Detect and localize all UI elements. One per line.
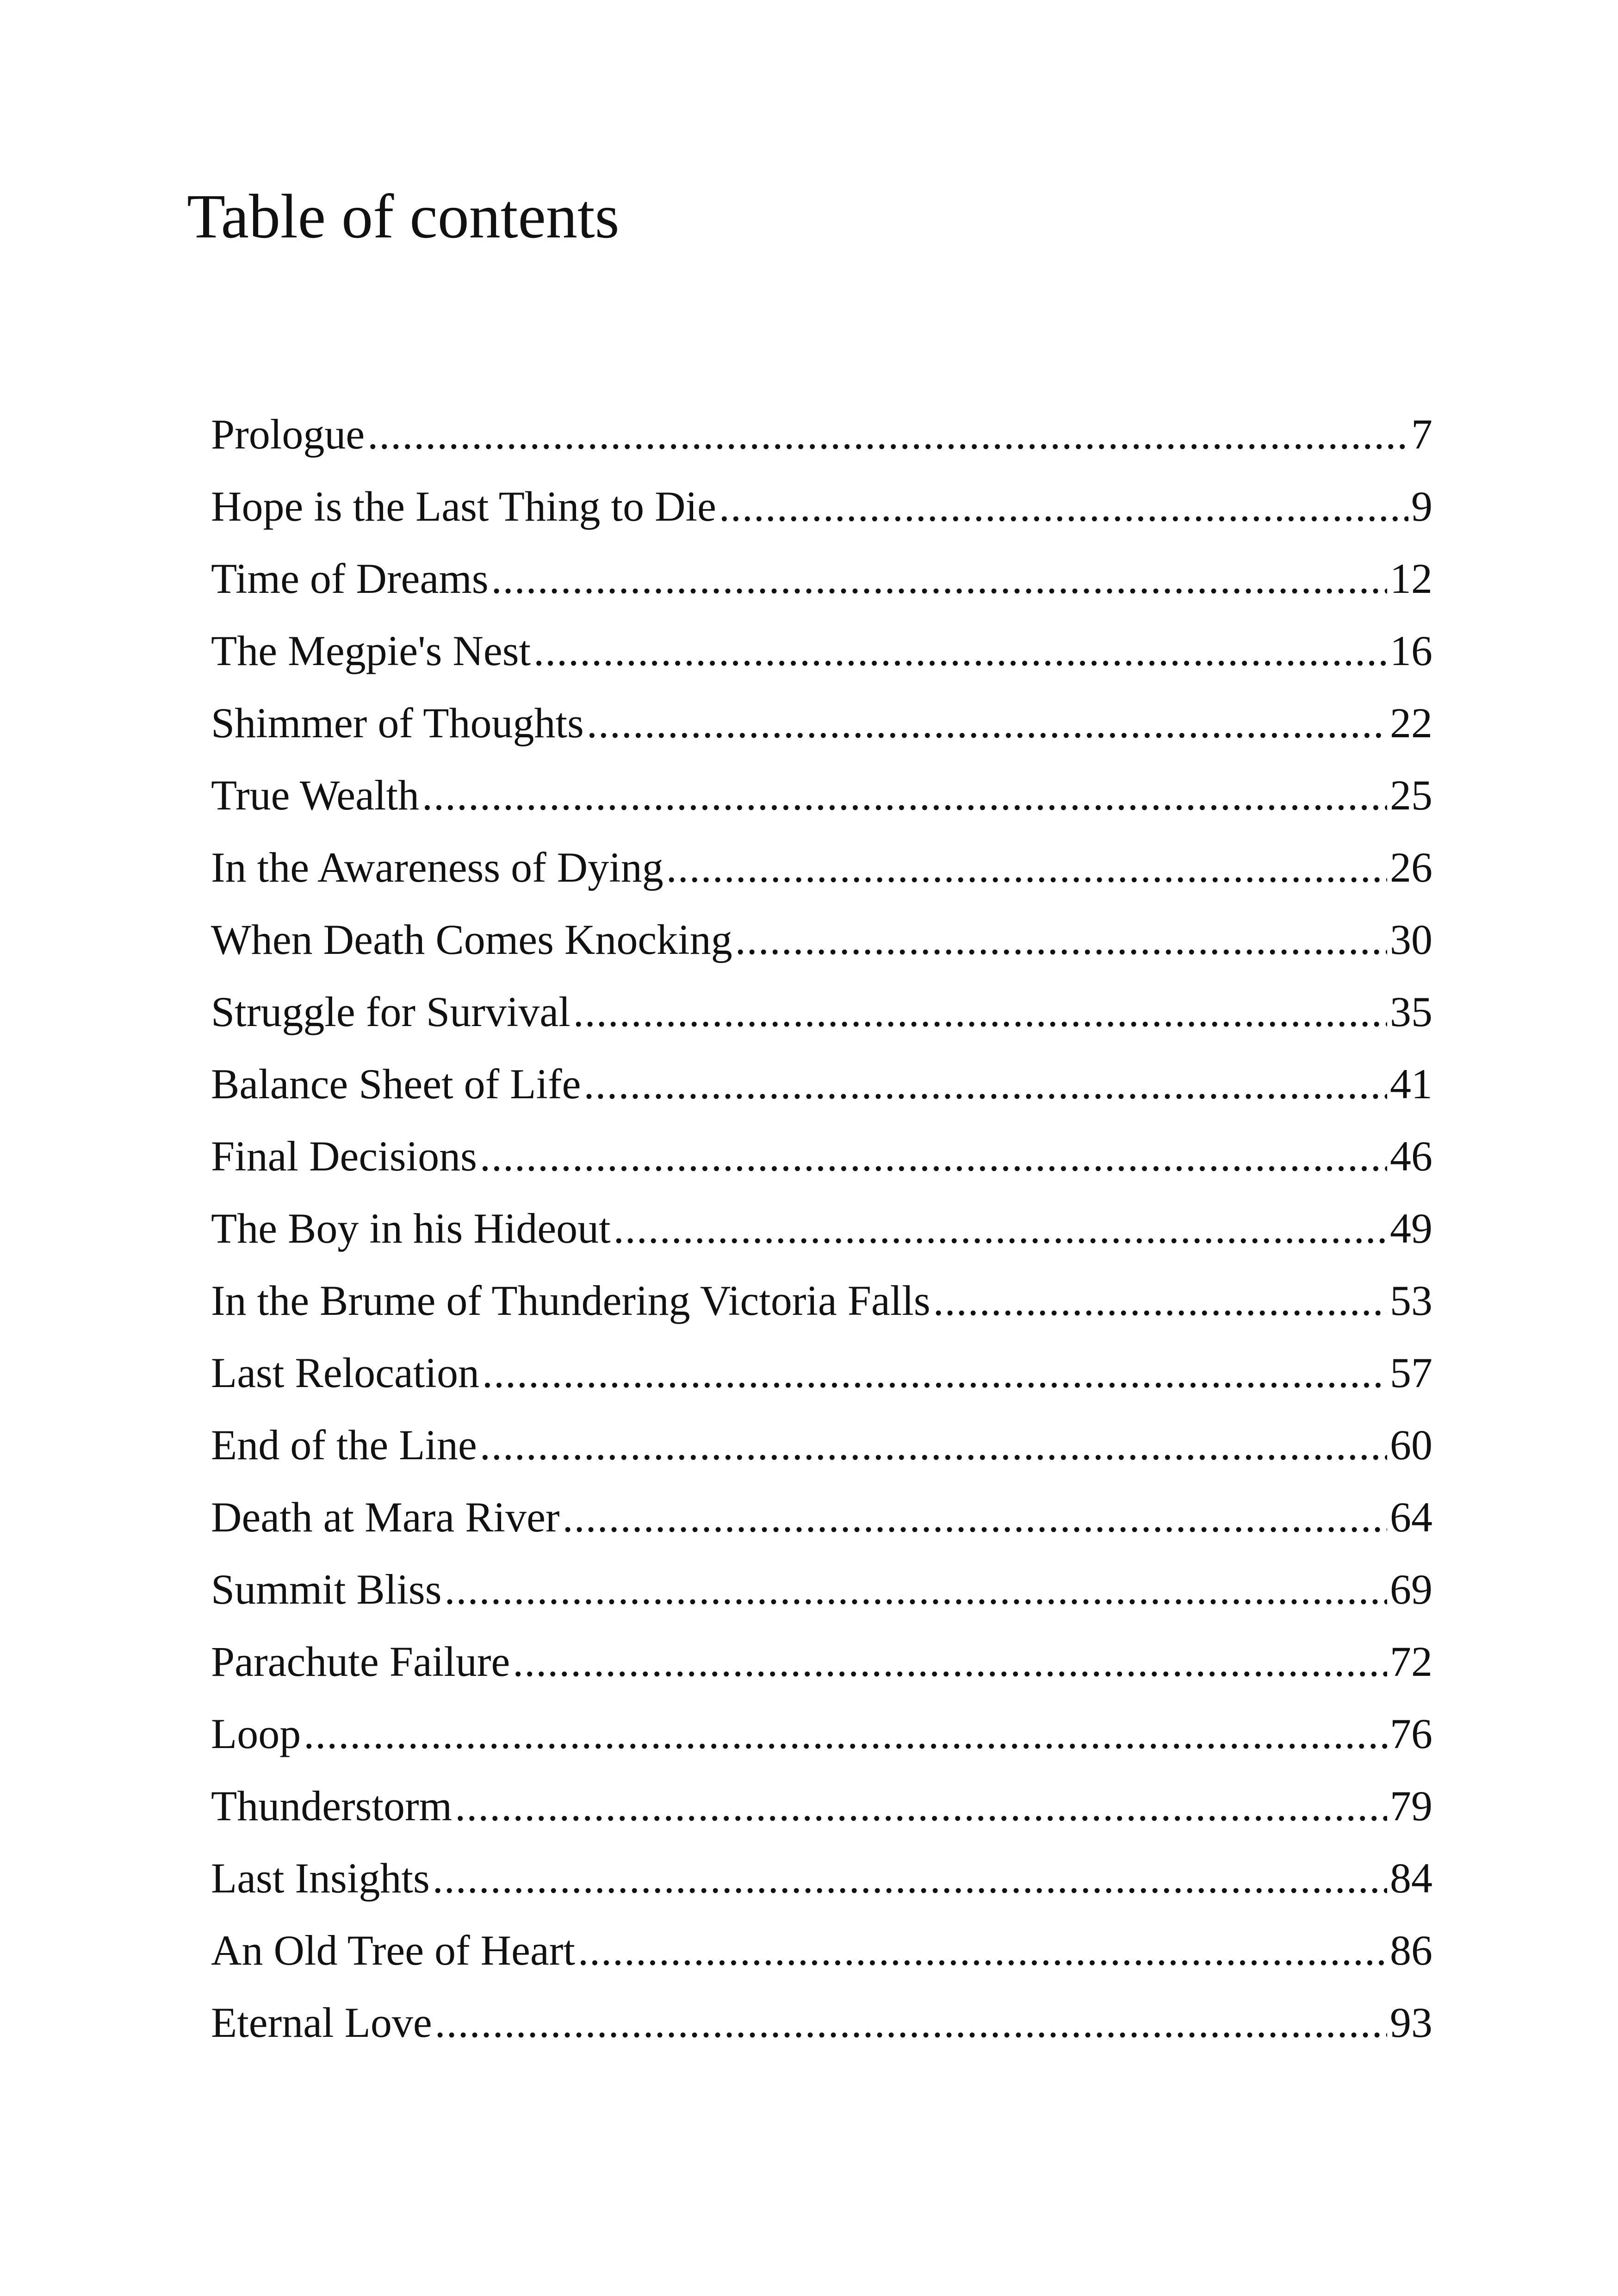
toc-entry-page: 35	[1390, 988, 1432, 1035]
toc-entry	[211, 1048, 1432, 1120]
toc-entry	[211, 1842, 1432, 1914]
dot-leader	[435, 1986, 1387, 2059]
toc-entry	[211, 1481, 1432, 1553]
dot-leader	[482, 1337, 1387, 1409]
toc-entry-page: 49	[1390, 1205, 1432, 1252]
toc-entry	[211, 1337, 1432, 1409]
toc-entry-label: Eternal Love	[211, 1999, 432, 2046]
dot-leader	[587, 687, 1387, 759]
toc-entry-label: The Boy in his Hideout	[211, 1205, 611, 1252]
toc-entry	[211, 903, 1432, 976]
toc-entry	[211, 1698, 1432, 1770]
toc-entry-label: Last Relocation	[211, 1349, 479, 1396]
dot-leader	[304, 1698, 1387, 1770]
dot-leader	[513, 1625, 1387, 1698]
dot-leader	[573, 976, 1387, 1048]
toc-entry	[211, 1770, 1432, 1842]
toc-entry	[211, 615, 1432, 687]
dot-leader	[563, 1481, 1387, 1553]
dot-leader	[666, 831, 1387, 903]
toc-entry-page: 79	[1390, 1782, 1432, 1829]
toc-entry-page: 12	[1390, 555, 1432, 602]
toc-entry-page: 76	[1390, 1710, 1432, 1757]
toc-entry-label: True Wealth	[211, 772, 420, 819]
dot-leader	[367, 398, 1408, 470]
toc-entry-label: Loop	[211, 1710, 301, 1757]
toc-entry-page: 26	[1390, 844, 1432, 891]
toc-entry-page: 53	[1390, 1277, 1432, 1324]
dot-leader	[614, 1192, 1387, 1264]
toc-entry-page: 25	[1390, 772, 1432, 819]
toc-entry-page: 30	[1390, 916, 1432, 963]
dot-leader	[719, 470, 1408, 542]
toc-entry-label: When Death Comes Knocking	[211, 916, 732, 963]
toc-entry	[211, 976, 1432, 1048]
toc-entry	[211, 759, 1432, 831]
toc-entry-label: Prologue	[211, 411, 365, 458]
dot-leader	[933, 1264, 1387, 1337]
toc-entry-page: 64	[1390, 1493, 1432, 1541]
toc-entry-page: 57	[1390, 1349, 1432, 1396]
toc-entry	[211, 398, 1432, 470]
toc-entry	[211, 687, 1432, 759]
dot-leader	[422, 759, 1387, 831]
toc-entry-label: Struggle for Survival	[211, 988, 570, 1035]
toc-entry-page: 86	[1390, 1927, 1432, 1974]
toc-entry-page: 72	[1390, 1638, 1432, 1685]
toc-entry-page: 69	[1390, 1566, 1432, 1613]
toc-entry-page: 93	[1390, 1999, 1432, 2046]
toc-entry	[211, 1192, 1432, 1264]
toc-entry	[211, 1553, 1432, 1625]
toc-entry-label: Balance Sheet of Life	[211, 1060, 581, 1108]
dot-leader	[533, 615, 1387, 687]
toc-entry-page: 16	[1390, 627, 1432, 674]
toc-entry-page: 41	[1390, 1060, 1432, 1108]
toc-entry	[211, 1986, 1432, 2059]
toc-entry-label: In the Brume of Thundering Victoria Falls	[211, 1277, 930, 1324]
dot-leader	[491, 542, 1387, 615]
toc-entry-label: Thunderstorm	[211, 1782, 453, 1829]
toc-entry	[211, 470, 1432, 542]
toc-entry-page: 7	[1411, 411, 1432, 458]
toc-entry	[211, 1914, 1432, 1986]
dot-leader	[584, 1048, 1387, 1120]
toc-entry-label: End of the Line	[211, 1421, 477, 1468]
toc-entry	[211, 1409, 1432, 1481]
toc-entry-label: Parachute Failure	[211, 1638, 510, 1685]
toc-entry	[211, 542, 1432, 615]
toc-entry-page: 22	[1390, 699, 1432, 747]
toc-entry-page: 84	[1390, 1854, 1432, 1902]
toc-entry-page: 9	[1411, 483, 1432, 530]
toc-entry-label: The Megpie's Nest	[211, 627, 531, 674]
toc-entry-label: Shimmer of Thoughts	[211, 699, 584, 747]
dot-leader	[735, 903, 1387, 976]
toc-entry-page: 46	[1390, 1132, 1432, 1180]
toc-entry-label: Last Insights	[211, 1854, 430, 1902]
dot-leader	[455, 1770, 1387, 1842]
toc-entry	[211, 1625, 1432, 1698]
dot-leader	[433, 1842, 1387, 1914]
page-title: Table of contents	[187, 182, 620, 251]
toc-entry-label: Death at Mara River	[211, 1493, 560, 1541]
toc-entry-label: In the Awareness of Dying	[211, 844, 663, 891]
toc-list	[211, 398, 1432, 2059]
dot-leader	[578, 1914, 1387, 1986]
toc-entry-label: An Old Tree of Heart	[211, 1927, 575, 1974]
toc-entry-label: Summit Bliss	[211, 1566, 442, 1613]
toc-entry	[211, 1120, 1432, 1192]
toc-entry-label: Final Decisions	[211, 1132, 477, 1180]
toc-entry	[211, 1264, 1432, 1337]
dot-leader	[480, 1120, 1387, 1192]
dot-leader	[480, 1409, 1387, 1481]
dot-leader	[445, 1553, 1388, 1625]
toc-entry-label: Hope is the Last Thing to Die	[211, 483, 716, 530]
toc-entry-label: Time of Dreams	[211, 555, 489, 602]
toc-entry	[211, 831, 1432, 903]
toc-entry-page: 60	[1390, 1421, 1432, 1468]
